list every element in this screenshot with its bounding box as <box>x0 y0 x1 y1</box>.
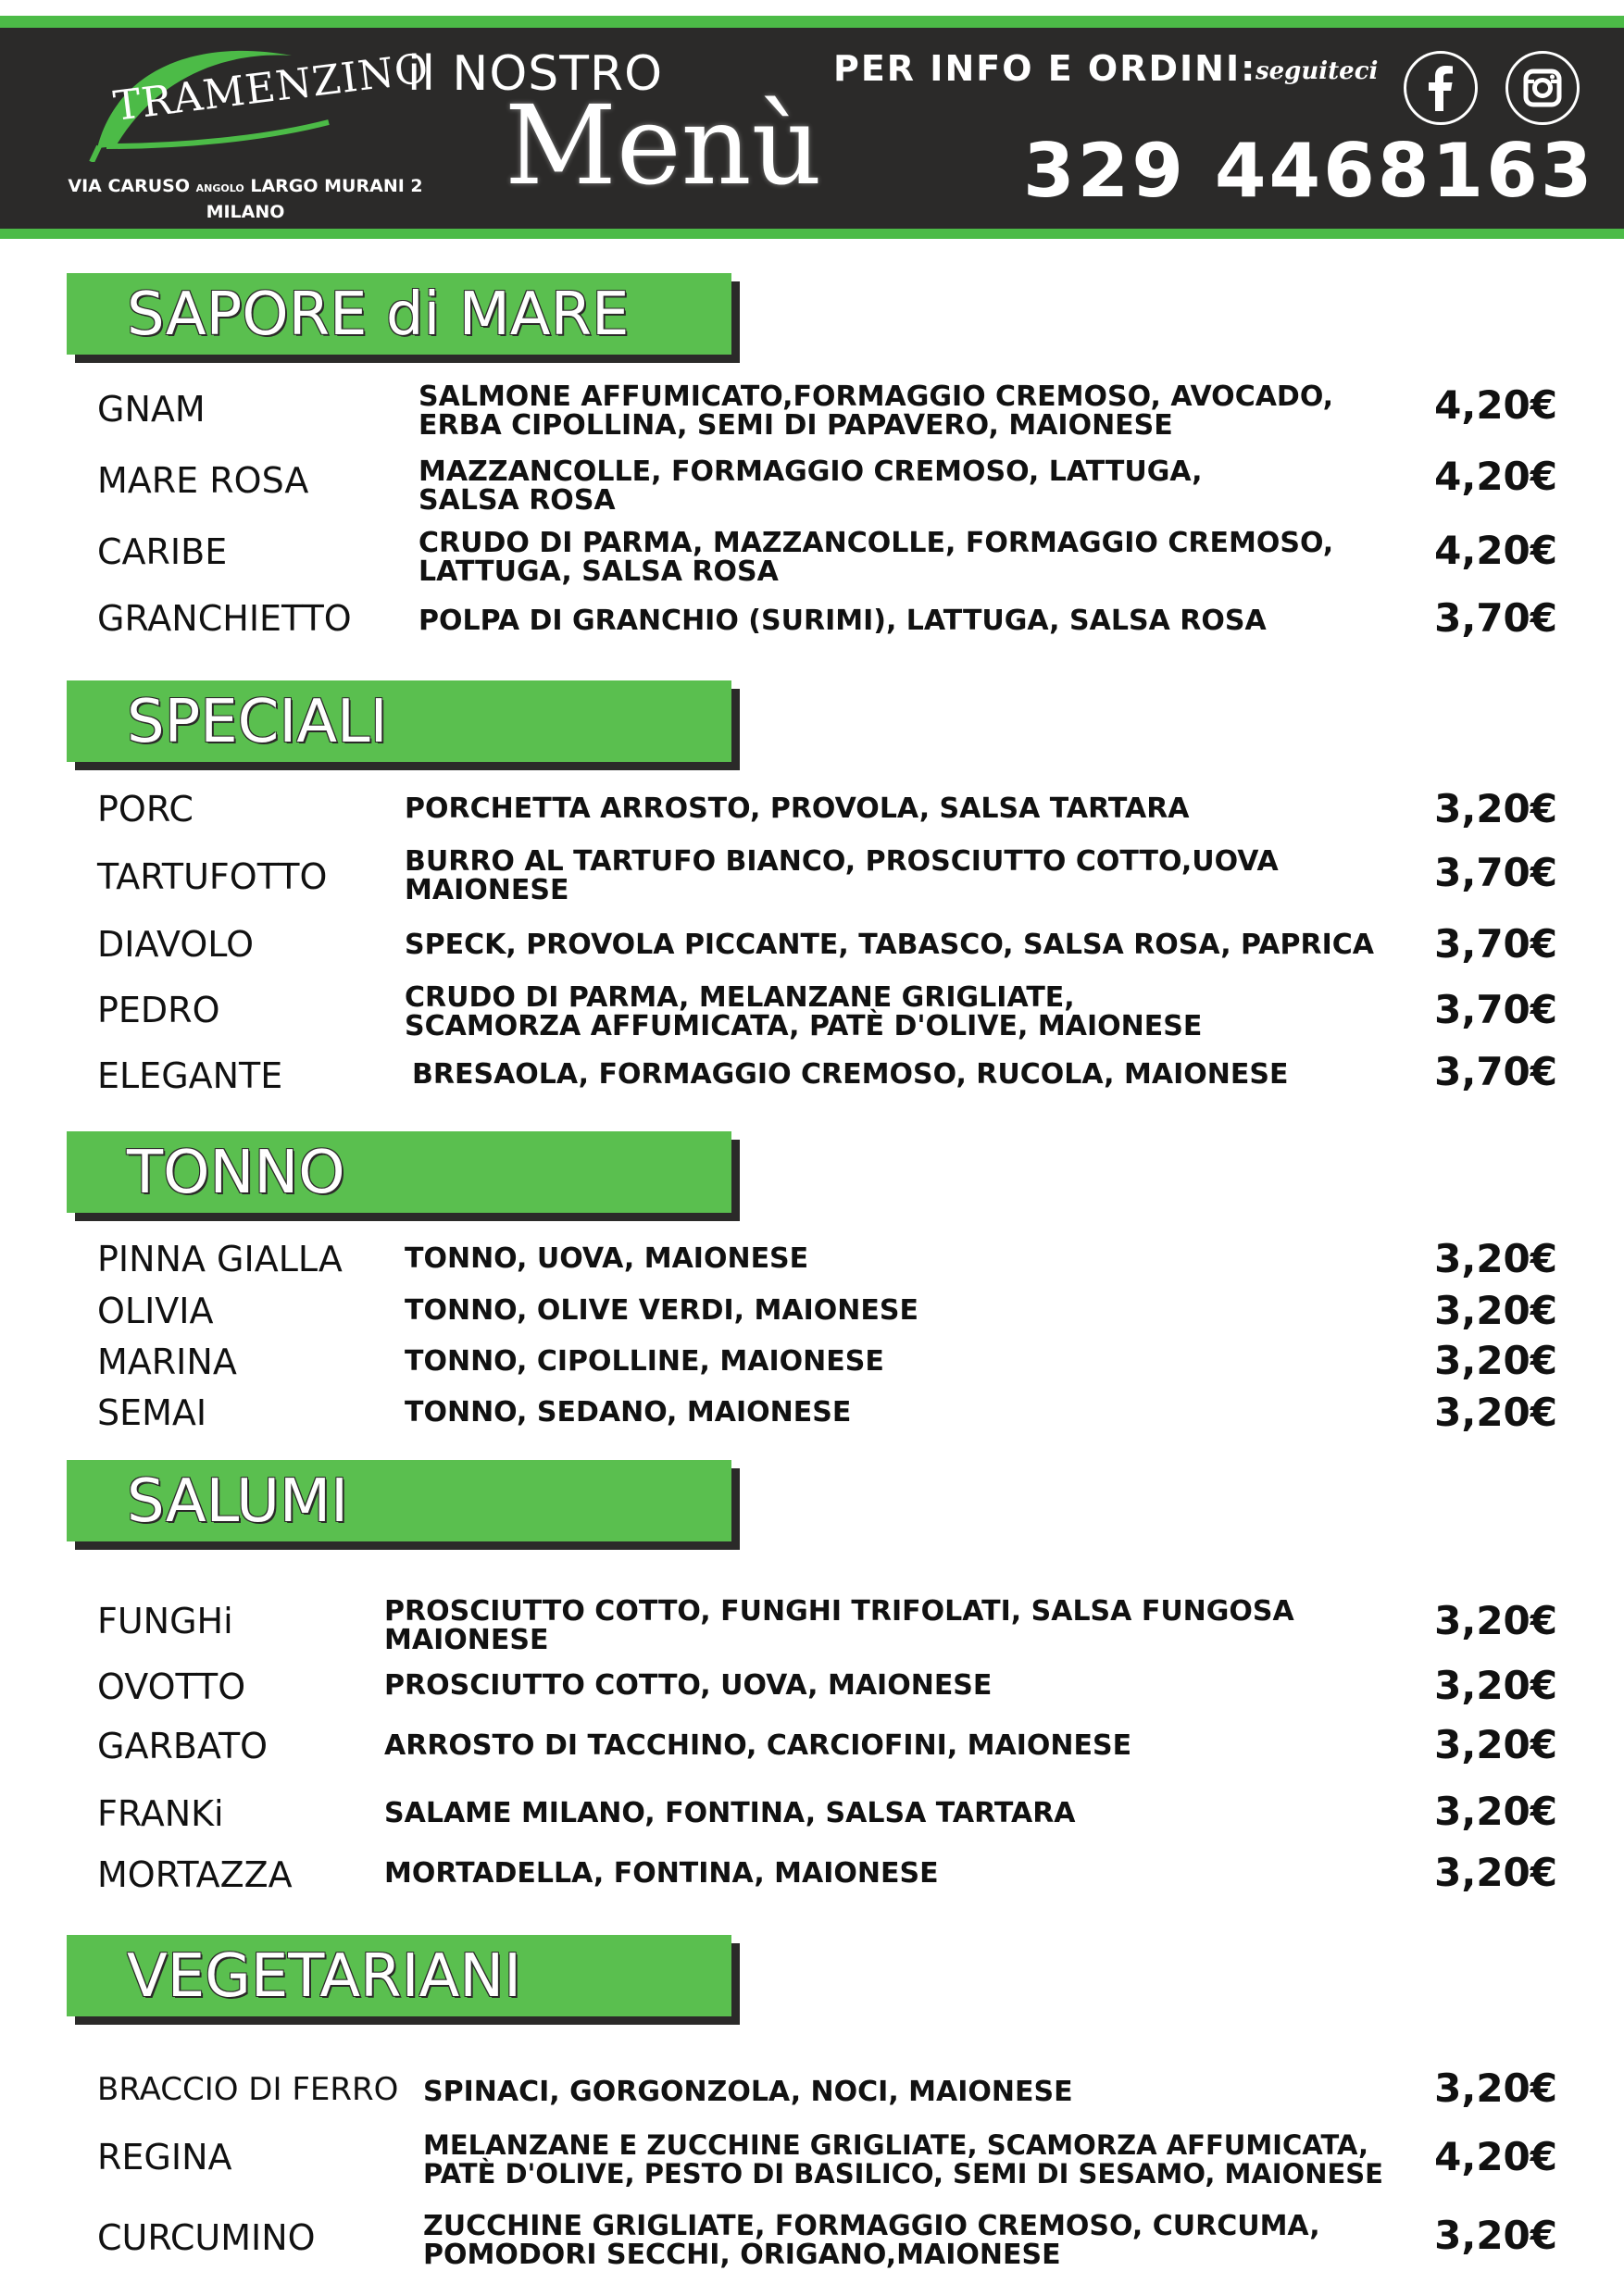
section-banner-tonno <box>67 1131 731 1213</box>
section-title: SPECIALI <box>127 688 388 756</box>
address-street: VIA CARUSO <box>68 176 191 196</box>
item-desc-semai: TONNO, SEDANO, MAIONESE <box>405 1396 852 1429</box>
section-banner-salumi <box>67 1460 731 1541</box>
address-connector: ANGOLO <box>195 182 244 194</box>
item-price-elegante: 3,70€ <box>1434 1049 1557 1094</box>
brand-logo <box>79 37 432 162</box>
facebook-icon[interactable] <box>1404 51 1478 125</box>
item-name-tartufotto: TARTUFOTTO <box>97 856 328 897</box>
section-title: SAPORE di MARE <box>127 281 630 349</box>
menu-title: Menù <box>505 81 822 209</box>
section-banner-sapore-di-mare <box>67 273 731 355</box>
address-line <box>51 176 440 196</box>
item-price-franki: 3,20€ <box>1434 1789 1557 1834</box>
header-bottom-stripe <box>0 229 1624 239</box>
item-desc-mortazza: MORTADELLA, FONTINA, MAIONESE <box>384 1857 939 1890</box>
item-desc-curcumino: ZUCCHINE GRIGLIATE, FORMAGGIO CREMOSO, CURCUMA, POMODORI SECCHI, ORIGANO,MAIONESE <box>423 2210 1320 2271</box>
item-name-curcumino: CURCUMINO <box>97 2217 316 2258</box>
item-price-porc: 3,20€ <box>1434 786 1557 831</box>
item-name-franki: FRANKi <box>97 1793 224 1834</box>
item-desc-granchietto: POLPA DI GRANCHIO (SURIMI), LATTUGA, SALSA ROSA <box>418 605 1267 637</box>
item-name-caribe: CARIBE <box>97 531 228 572</box>
item-price-mare-rosa: 4,20€ <box>1434 454 1557 499</box>
item-name-pedro: PEDRO <box>97 990 220 1030</box>
item-name-semai: SEMAI <box>97 1392 207 1433</box>
section-title: SALUMI <box>127 1467 348 1536</box>
item-name-mare-rosa: MARE ROSA <box>97 460 309 501</box>
item-name-ovotto: OVOTTO <box>97 1666 246 1707</box>
item-name-garbato: GARBATO <box>97 1726 269 1766</box>
item-price-granchietto: 3,70€ <box>1434 595 1557 641</box>
item-name-marina: MARINA <box>97 1341 237 1382</box>
item-desc-tartufotto: BURRO AL TARTUFO BIANCO, PROSCIUTTO COTTO,UOVA MAIONESE <box>405 845 1279 906</box>
item-price-garbato: 3,20€ <box>1434 1722 1557 1767</box>
item-name-diavolo: DIAVOLO <box>97 924 254 965</box>
section-title: TONNO <box>127 1139 345 1207</box>
item-desc-gnam: SALMONE AFFUMICATO,FORMAGGIO CREMOSO, AVOCADO, ERBA CIPOLLINA, SEMI DI PAPAVERO, MAIONESE <box>418 381 1334 442</box>
item-price-semai: 3,20€ <box>1434 1390 1557 1435</box>
item-name-mortazza: MORTAZZA <box>97 1854 293 1895</box>
brand-name: TRAMENZINO <box>110 44 432 131</box>
item-name-olivia: OLIVIA <box>97 1291 214 1331</box>
item-desc-pedro: CRUDO DI PARMA, MELANZANE GRIGLIATE, SCAMORZA AFFUMICATA, PATÈ D'OLIVE, MAIONESE <box>405 981 1203 1042</box>
item-name-funghi: FUNGHi <box>97 1601 233 1641</box>
item-desc-ovotto: PROSCIUTTO COTTO, UOVA, MAIONESE <box>384 1669 993 1702</box>
item-name-gnam: GNAM <box>97 389 206 430</box>
item-desc-olivia: TONNO, OLIVE VERDI, MAIONESE <box>405 1294 918 1327</box>
item-price-olivia: 3,20€ <box>1434 1288 1557 1333</box>
item-price-ovotto: 3,20€ <box>1434 1663 1557 1708</box>
item-price-pedro: 3,70€ <box>1434 987 1557 1032</box>
info-label: PER INFO E ORDINI: <box>833 48 1257 89</box>
address-rest: LARGO MURANI 2 <box>250 176 423 196</box>
item-desc-regina: MELANZANE E ZUCCHINE GRIGLIATE, SCAMORZA AFFUMICATA, PATÈ D'OLIVE, PESTO DI BASILICO, SEMI DI SESAMO, MAIONESE <box>423 2129 1383 2190</box>
item-desc-braccio-di-ferro: SPINACI, GORGONZOLA, NOCI, MAIONESE <box>423 2076 1073 2108</box>
item-name-elegante: ELEGANTE <box>97 1055 283 1096</box>
item-price-tartufotto: 3,70€ <box>1434 850 1557 895</box>
follow-label: seguiteci <box>1255 57 1379 85</box>
item-price-marina: 3,20€ <box>1434 1338 1557 1383</box>
item-desc-franki: SALAME MILANO, FONTINA, SALSA TARTARA <box>384 1797 1076 1829</box>
item-price-braccio-di-ferro: 3,20€ <box>1434 2065 1557 2111</box>
item-desc-pinna-gialla: TONNO, UOVA, MAIONESE <box>405 1242 809 1275</box>
section-banner-vegetariani <box>67 1935 731 2016</box>
section-title: VEGETARIANI <box>127 1942 522 2011</box>
item-price-gnam: 4,20€ <box>1434 382 1557 428</box>
item-price-curcumino: 3,20€ <box>1434 2213 1557 2258</box>
item-desc-caribe: CRUDO DI PARMA, MAZZANCOLLE, FORMAGGIO CREMOSO, LATTUGA, SALSA ROSA <box>418 527 1334 588</box>
header-top-stripe <box>0 16 1624 28</box>
item-price-diavolo: 3,70€ <box>1434 921 1557 967</box>
item-desc-porc: PORCHETTA ARROSTO, PROVOLA, SALSA TARTARA <box>405 792 1190 825</box>
phone-number[interactable]: 329 4468163 <box>1023 128 1595 214</box>
item-desc-marina: TONNO, CIPOLLINE, MAIONESE <box>405 1345 884 1378</box>
item-name-porc: PORC <box>97 789 194 830</box>
item-price-regina: 4,20€ <box>1434 2134 1557 2179</box>
menu-title-top: il NOSTRO <box>407 46 664 102</box>
section-banner-speciali <box>67 680 731 762</box>
item-desc-mare-rosa: MAZZANCOLLE, FORMAGGIO CREMOSO, LATTUGA, SALSA ROSA <box>418 455 1203 517</box>
item-price-mortazza: 3,20€ <box>1434 1850 1557 1895</box>
instagram-icon[interactable] <box>1505 51 1580 125</box>
item-name-granchietto: GRANCHIETTO <box>97 598 352 639</box>
item-price-pinna-gialla: 3,20€ <box>1434 1236 1557 1281</box>
item-desc-diavolo: SPECK, PROVOLA PICCANTE, TABASCO, SALSA ROSA, PAPRICA <box>405 929 1374 961</box>
address-city: MILANO <box>206 202 285 222</box>
item-price-funghi: 3,20€ <box>1434 1598 1557 1643</box>
item-name-braccio-di-ferro: BRACCIO DI FERRO <box>97 2071 399 2108</box>
item-desc-funghi: PROSCIUTTO COTTO, FUNGHI TRIFOLATI, SALSA FUNGOSA MAIONESE <box>384 1595 1294 1656</box>
item-price-caribe: 4,20€ <box>1434 528 1557 573</box>
item-desc-garbato: ARROSTO DI TACCHINO, CARCIOFINI, MAIONESE <box>384 1729 1132 1762</box>
item-name-pinna-gialla: PINNA GIALLA <box>97 1239 343 1279</box>
item-name-regina: REGINA <box>97 2137 232 2177</box>
item-desc-elegante: BRESAOLA, FORMAGGIO CREMOSO, RUCOLA, MAIONESE <box>412 1058 1289 1091</box>
